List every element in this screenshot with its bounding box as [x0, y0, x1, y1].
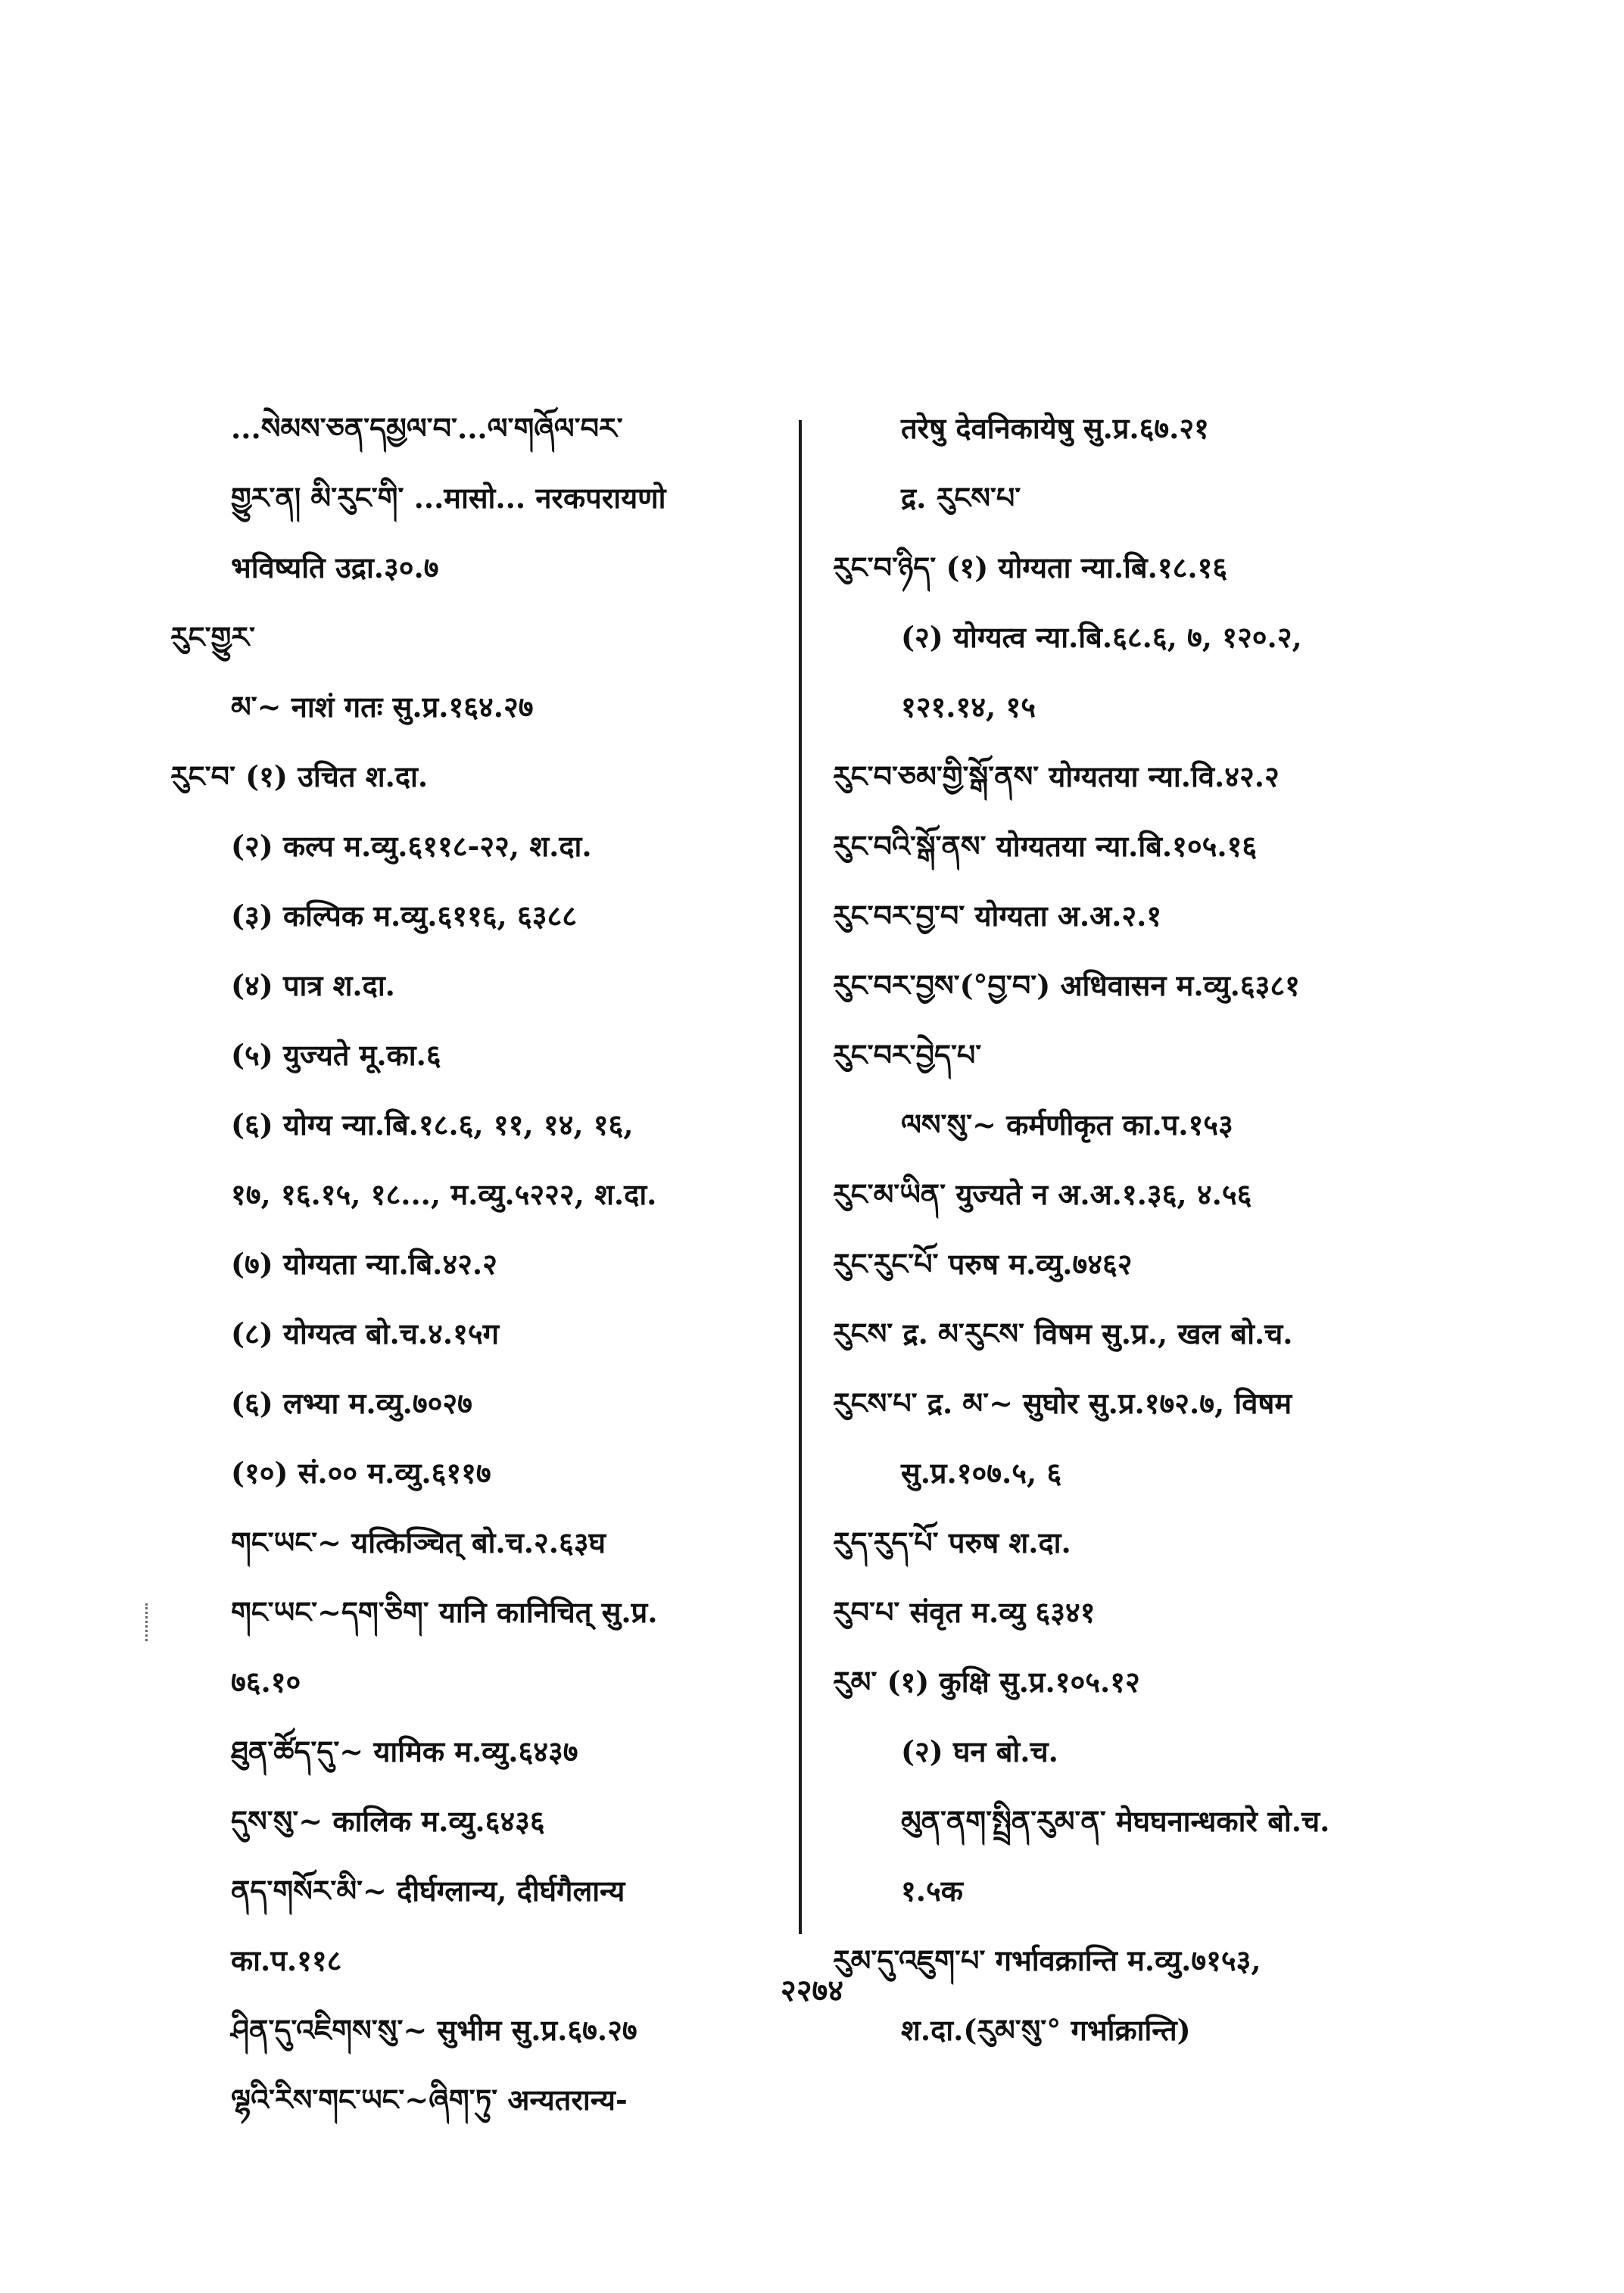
left-entry-line: (६) लभ्या म.व्यु.७०२७: [231, 1386, 472, 1420]
right-entry-line: རུང་བ་ཉིད་ (१) योग्यता न्या.बि.१८.१६: [833, 550, 1228, 584]
right-entry-line: རུངས་ द्र. མ་རུངས་ विषम सु.प्र., खल बो.च.: [833, 1316, 1293, 1351]
right-entry-line: तरेषु देवनिकायेषु सु.प्र.६७.२१: [901, 411, 1209, 445]
right-entry-line: རུབ་པ་ संवृत म.व्यु ६३४१: [833, 1595, 1096, 1629]
left-entry-line: (५) युज्यते मू.का.६: [231, 1038, 441, 1072]
left-entry-line: ཤིན་དུ་འཇིགས་སུ་~ सुभीम सु.प्र.६७.२७: [231, 2013, 637, 2047]
right-entry-line: द्र. རུངས་པ་: [901, 481, 1021, 515]
left-entry-line: ནད་གསོར་མི་~ दीर्घग्लान्य, दीर्घगैलान्य: [231, 1874, 625, 1908]
right-entry-line: རུང་མ་ཡིན་ युज्यते न अ.अ.१.३६, ४.५६: [833, 1177, 1252, 1211]
right-entry-line: རུད་རུད་པོ་ परुष श.दा.: [833, 1525, 1071, 1559]
left-entry-line: (२) कल्प म.व्यु.६११८-२२, श.दा.: [231, 829, 592, 863]
right-entry-line: सु.प्र.१०७.५, ६: [901, 1456, 1062, 1490]
right-entry-line: མུན་ནག་སྤྲིན་རུམ་ན་ मेघघनान्धकारे बो.च.: [901, 1804, 1330, 1838]
left-column: [170, 394, 776, 2135]
left-entry-line: རུང་གྱུར་: [170, 620, 255, 654]
left-entry-line: གང་ཡང་~དག་ཅིག་ यानि कानिचित् सु.प्र.: [231, 1595, 658, 1629]
left-entry-line: མ་~ नाशं गतः सु.प्र.१६४.२७: [231, 690, 534, 724]
left-entry-line: (३) कल्पिक म.व्यु.६११६, ६३८८: [231, 899, 578, 933]
right-entry-line: རུང་བར་བྱས་(°བྱ་བ་) अधिवासन म.व्यु.६३८१: [833, 968, 1300, 1002]
left-entry-line: གང་ཡང་~ यत्किञ्चित् बो.च.२.६३घ: [231, 1525, 606, 1559]
right-entry-line: རུངས་པ་ द्र. མ་~ सुघोर सु.प्र.१७२.७, विषम: [833, 1386, 1292, 1420]
right-entry-line: རུང་བ་ཅམ་གྱི་སྒོ་ནས་ योग्यतया न्या.वि.४२.२: [833, 759, 1280, 793]
right-entry-line: རུང་རུང་པོ་ परुष म.व्यु.७४६२: [833, 1247, 1133, 1281]
right-entry-line: ལས་སུ་~ कर्मणीकृत का.प.१५३: [901, 1108, 1233, 1142]
left-entry-line: (१०) सं.०० म.व्यु.६११७: [231, 1456, 491, 1490]
left-entry-line: ...སེམས་ཅན་དམྱལ་བ་...ལ་གཞོལ་བར་: [231, 411, 623, 445]
right-entry-line: १२१.१४, १५: [901, 690, 1036, 724]
right-column: [833, 394, 1476, 2065]
left-entry-line: (८) योग्यत्व बो.च.४.१५ग: [231, 1316, 500, 1351]
right-entry-line: རུང་བའི་སྒོ་ནས་ योग्यतया न्या.बि.१०५.१६: [833, 829, 1258, 863]
left-entry-line: (६) योग्य न्या.बि.१८.६, ११, १४, १६,: [231, 1108, 634, 1142]
column-divider: [799, 420, 802, 1934]
left-entry-line: ७६.१०: [231, 1665, 301, 1699]
right-entry-line: श.दा.(རུམ་སུ་° गर्भाक्रान्ति): [901, 2013, 1191, 2047]
right-entry-line: རུམ་ (१) कुक्षि सु.प्र.१०५.१२: [833, 1665, 1140, 1699]
page-number: २२७४: [780, 1973, 844, 2008]
right-entry-line: १.५क: [901, 1874, 963, 1908]
left-entry-line: ཐུན་ཚོད་དུ་~ यामिक म.व्यु.६४३७: [231, 1734, 578, 1768]
left-entry-line: भविष्यति उद्रा.३०.७: [231, 550, 439, 584]
right-entry-line: རུམ་དུ་འཇུག་པ་ गर्भावक्रान्ति म.व्यु.७१५३,: [833, 1943, 1261, 1977]
right-entry-line: (२) योग्यत्व न्या.बि.६८.६, ७, १२०.२,: [901, 620, 1302, 654]
left-entry-line: རུང་བ་ (१) उचित श.दा.: [170, 759, 429, 793]
right-entry-line: རུང་བར་བྱེད་པ་: [833, 1038, 982, 1072]
left-entry-line: ལྷའི་རིས་གང་ཡང་~ཞིག་ཏུ་ अन्यतरान्य-: [231, 2083, 628, 2117]
left-entry-line: (४) पात्र श.दा.: [231, 968, 395, 1002]
left-entry-line: དུས་སུ་~ कालिक म.व्यु.६४३६: [231, 1804, 545, 1838]
margin-mark: [145, 1603, 152, 1641]
left-entry-line: (७) योग्यता न्या.बि.४२.२: [231, 1247, 497, 1281]
left-entry-line: གྱུར་ན། མི་རུང་གི་ ...मासो... नरकपरायणो: [231, 481, 666, 515]
left-entry-line: १७, १६.१५, १८..., म.व्यु.५२२२, श.दा.: [231, 1177, 657, 1211]
right-entry-line: (२) घन बो.च.: [901, 1734, 1058, 1768]
right-entry-line: རུང་བར་བྱ་བ་ योग्यता अ.अ.२.१: [833, 899, 1162, 933]
left-entry-line: का.प.११८: [231, 1943, 342, 1977]
